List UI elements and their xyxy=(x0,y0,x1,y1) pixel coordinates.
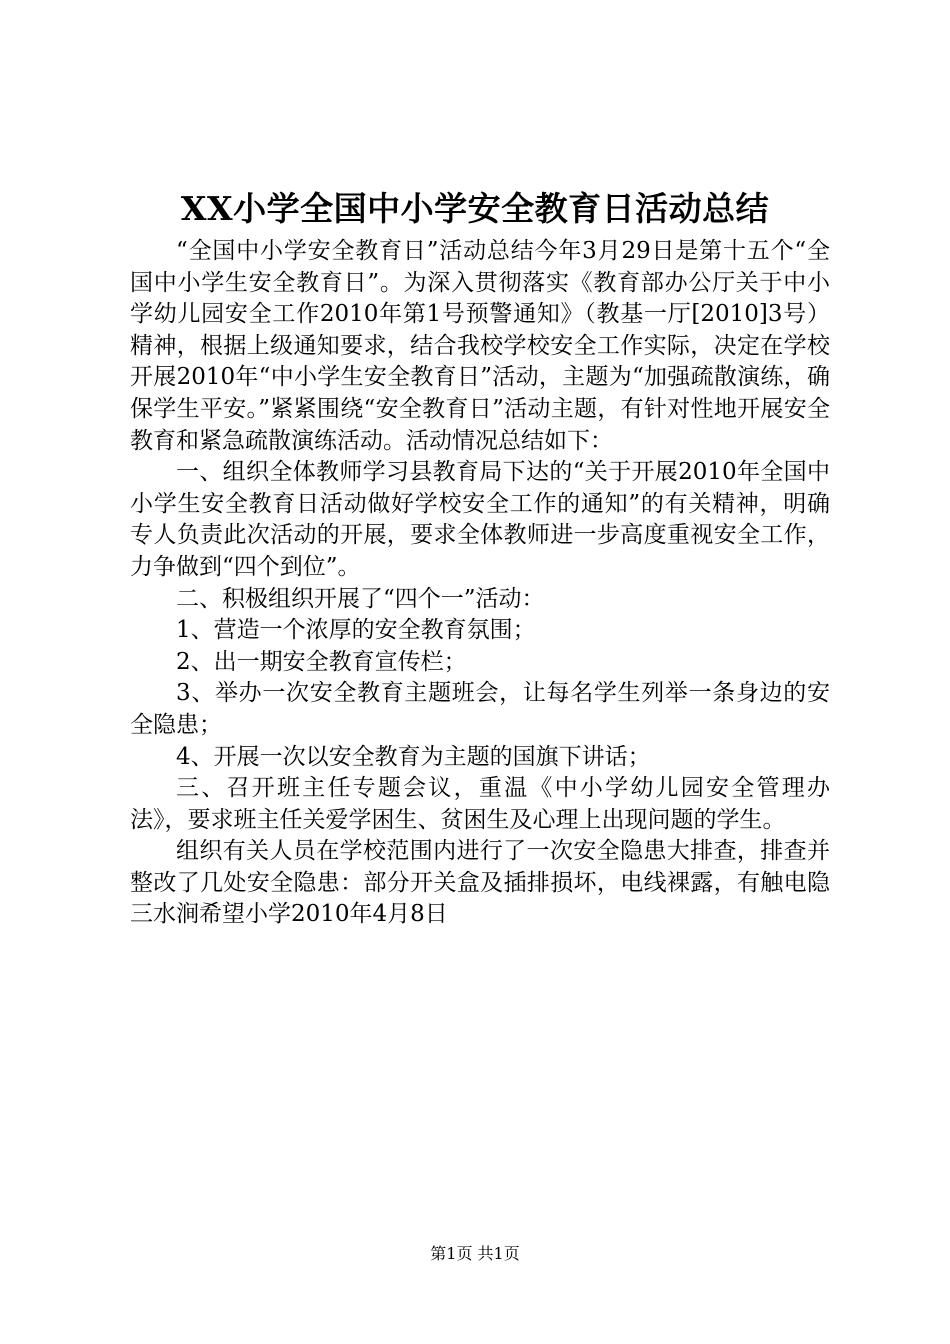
body-paragraph: 一、组织全体教师学习县教育局下达的“关于开展2010年全国中小学生安全教育日活动做好学校安全工作的通知”的有关精神，明确专人负责此次活动的开展，要求全体教师进一步高度重视安全工作，力争做到“四个到位”。 xyxy=(130,459,830,580)
list-item: 1、营造一个浓厚的安全教育氛围； xyxy=(176,617,536,644)
body-paragraph: 三、召开班主任专题会议，重温《中小学幼儿园安全管理办法》，要求班主任关爱学困生、贫困生及心理上出现问题的学生。 xyxy=(130,775,830,833)
document-title: XX小学全国中小学安全教育日活动总结 xyxy=(180,189,770,228)
list-item: 4、开展一次以安全教育为主题的国旗下讲话； xyxy=(176,743,651,770)
body-paragraph: “全国中小学安全教育日”活动总结今年3月29日是第十五个“全国中小学生安全教育日”。为深入贯彻落实《教育部办公厅关于中小学幼儿园安全工作2010年第1号预警通知》（教基一厅[2010]3号）精神，根据上级通知要求，结合我校学校安全工作实际，决定在学校开展2010年“中小学生安全教育日”活动，主题为“加强疏散演练，确保学生平安。”紧紧围绕“安全教育日”活动主题，有针对性地开展安全教育和紧急疏散演练活动。活动情况总结如下： xyxy=(130,238,830,454)
body-paragraph: 组织有关人员在学校范围内进行了一次安全隐患大排查，排查并整改了几处安全隐患：部分开关盒及插排损坏，电线裸露，有触电隐三水涧希望小学2010年4月8日 xyxy=(130,838,830,928)
list-item: 3、举办一次安全教育主题班会，让每名学生列举一条身边的安全隐患； xyxy=(130,680,830,738)
document-body xyxy=(130,236,830,931)
list-item: 2、出一期安全教育宣传栏； xyxy=(176,648,467,675)
body-paragraph: 二、积极组织开展了“四个一”活动： xyxy=(176,585,545,612)
page-number: 第1页 共1页 xyxy=(430,1244,520,1263)
